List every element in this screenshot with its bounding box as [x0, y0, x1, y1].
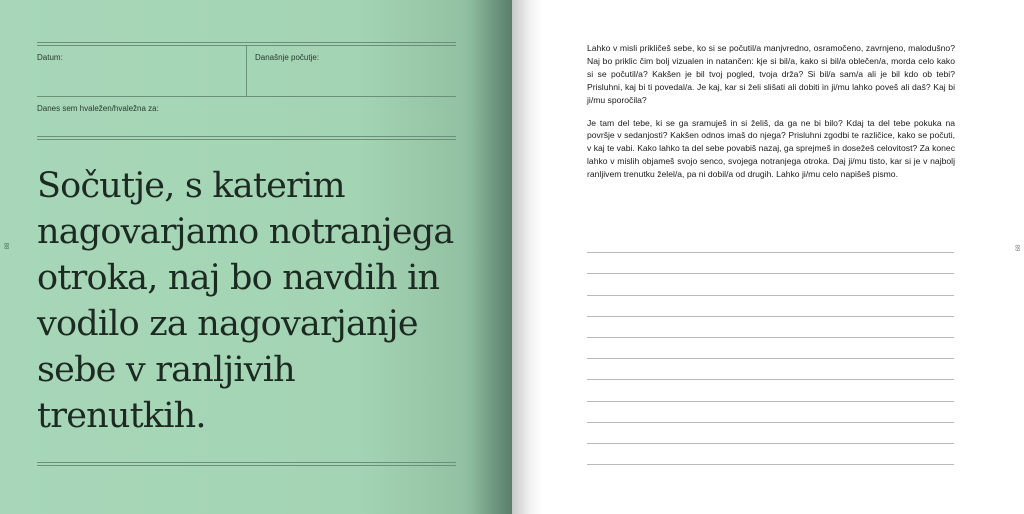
- date-label: Datum:: [37, 53, 63, 62]
- writing-line[interactable]: [587, 402, 954, 423]
- writing-lines[interactable]: [587, 232, 954, 465]
- gratitude-label: Danes sem hvaležen/hvaležna za:: [37, 104, 159, 113]
- bottom-rule: [37, 462, 456, 466]
- gratitude-field[interactable]: [37, 97, 456, 137]
- form-bottom-rule: [37, 137, 456, 140]
- gutter-shadow: [512, 0, 542, 514]
- writing-line[interactable]: [587, 444, 954, 465]
- quote-line: nagovarjamo notranjega: [37, 212, 454, 252]
- feeling-field[interactable]: [247, 46, 456, 96]
- gutter-shadow: [472, 0, 512, 514]
- page-number-right: 89: [1013, 244, 1020, 252]
- writing-line[interactable]: [587, 359, 954, 380]
- quote-line: vodilo za nagovarjanje: [37, 304, 418, 344]
- writing-line[interactable]: [587, 380, 954, 401]
- quote-line: otroka, naj bo navdih in: [37, 258, 440, 298]
- writing-line[interactable]: [587, 338, 954, 359]
- writing-line[interactable]: [587, 274, 954, 295]
- body-text: [587, 42, 955, 191]
- writing-line[interactable]: [587, 296, 954, 317]
- right-page: [512, 0, 1024, 514]
- writing-line[interactable]: [587, 317, 954, 338]
- quote-line: Sočutje, s katerim: [37, 166, 345, 206]
- date-field[interactable]: [37, 46, 247, 96]
- paragraph: Lahko v misli prikličeš sebe, ko si se počutil/a manjvredno, osramočeno, zavrnjeno, malodušno? Naj bo priklic čim bolj vizualen in natančen: kje si bil/a, kako si bil/a oblečen/a, morda celo kako si se počutil/a? Kakšen je bil tvoj pogled, tvoja drža? Si bil/a sam/a ali je bil kdo ob tebi? Prisluhni, kaj bi ti povedal/a. Je kaj, kar si želi slišati ali dobiti in ji/mu lahko poveš ali daš? Kaj bi ji/mu sporočila?: [587, 43, 955, 105]
- writing-line[interactable]: [587, 423, 954, 444]
- quote-line: sebe v ranljivih trenutkih.: [37, 350, 295, 436]
- quote-text: [37, 163, 457, 439]
- journal-form: [37, 42, 456, 140]
- writing-line[interactable]: [587, 253, 954, 274]
- page-number-left: 88: [2, 242, 9, 250]
- writing-line[interactable]: [587, 232, 954, 253]
- paragraph: Je tam del tebe, ki se ga sramuješ in si želiš, da ga ne bi bilo? Kdaj ta del tebe pokuka na površje v sedanjosti? Kakšen odnos imaš do njega? Prisluhni zgodbi te različice, kako se počuti, v kaj te vabi. Kako lahko ta del sebe povabiš nazaj, ga sprejmeš in dosežeš celovitost? Za konec lahko v mislih objameš svojo senco, svojega notranjega otroka. Daj ji/mu tisto, kar si je v najbolj ranljivem trenutku želel/a, pa ni dobil/a od drugih. Lahko ji/mu celo napišeš pismo.: [587, 117, 955, 180]
- form-row-date-feeling: [37, 46, 456, 97]
- feeling-label: Današnje počutje:: [255, 53, 320, 62]
